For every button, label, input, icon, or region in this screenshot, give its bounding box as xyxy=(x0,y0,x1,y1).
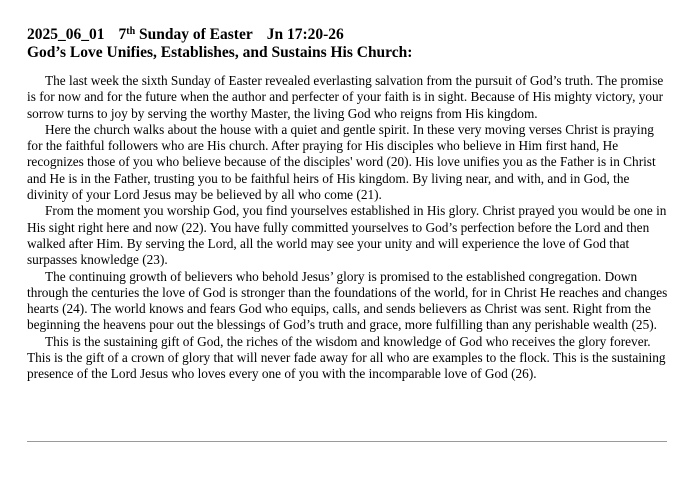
sermon-body xyxy=(27,73,669,383)
paragraph-2: Here the church walks about the house with a quiet and gentle spirit. In these very moving verses Christ is praying for the faithful followers who are His church. After praying for His disciples who believe in Him first hand, He recognizes those of you who believe because of the disciples' word (20). His love unifies you as the Father is in Christ and He is in the Father, trusting you to be faithful heirs of His kingdom. By living near, and with, and in God, the divinity of your Lord Jesus may be believed by all who come (21). xyxy=(27,121,656,203)
ordinal-suffix: th xyxy=(126,26,136,37)
sermon-subtitle: God’s Love Unifies, Establishes, and Sustains His Church: xyxy=(27,44,413,61)
sermon-date: 2025_06_01 xyxy=(27,26,105,43)
title-line xyxy=(27,26,669,44)
ordinal-number: 7 xyxy=(118,26,127,43)
scripture-reference: Jn 17:20-26 xyxy=(266,26,344,43)
occasion: Sunday of Easter xyxy=(139,26,253,43)
paragraph-1: The last week the sixth Sunday of Easter revealed everlasting salvation from the pursuit of God’s truth. The promise is for now and for the future when the author and perfecter of your faith is in sight. Because of His mighty victory, your sorrow turns to joy by serving the worthy Master, the living God who reigns from His kingdom. xyxy=(27,73,664,121)
paragraph-4: The continuing growth of believers who behold Jesus’ glory is promised to the established congregation. Down through the centuries the love of God is stronger than the foundations of the world, for in Christ He reaches and changes hearts (24). The world knows and fears God who equips, calls, and sends believers as Christ was sent. Right from the beginning the heavens pour out the blessings of God’s truth and grace, more fulfilling than any perishable wealth (25). xyxy=(27,268,668,333)
bottom-divider xyxy=(27,441,667,442)
paragraph-3: From the moment you worship God, you find yourselves established in His glory. Christ prayed you would be one in His sight right here and now (22). You have fully committed yourselves to God’s perfection before the Lord and then walked after Him. By serving the Lord, all the world may see your unity and will experience the love of God that surpasses knowledge (23). xyxy=(27,203,667,268)
document-page xyxy=(27,26,669,383)
paragraph-5: This is the sustaining gift of God, the riches of the wisdom and knowledge of God who receives the glory forever. This is the gift of a crown of glory that will never fade away for all who are examples to the flock. This is the sustaining presence of the Lord Jesus who loves every one of you with the incomparable love of God (26). xyxy=(27,333,666,382)
